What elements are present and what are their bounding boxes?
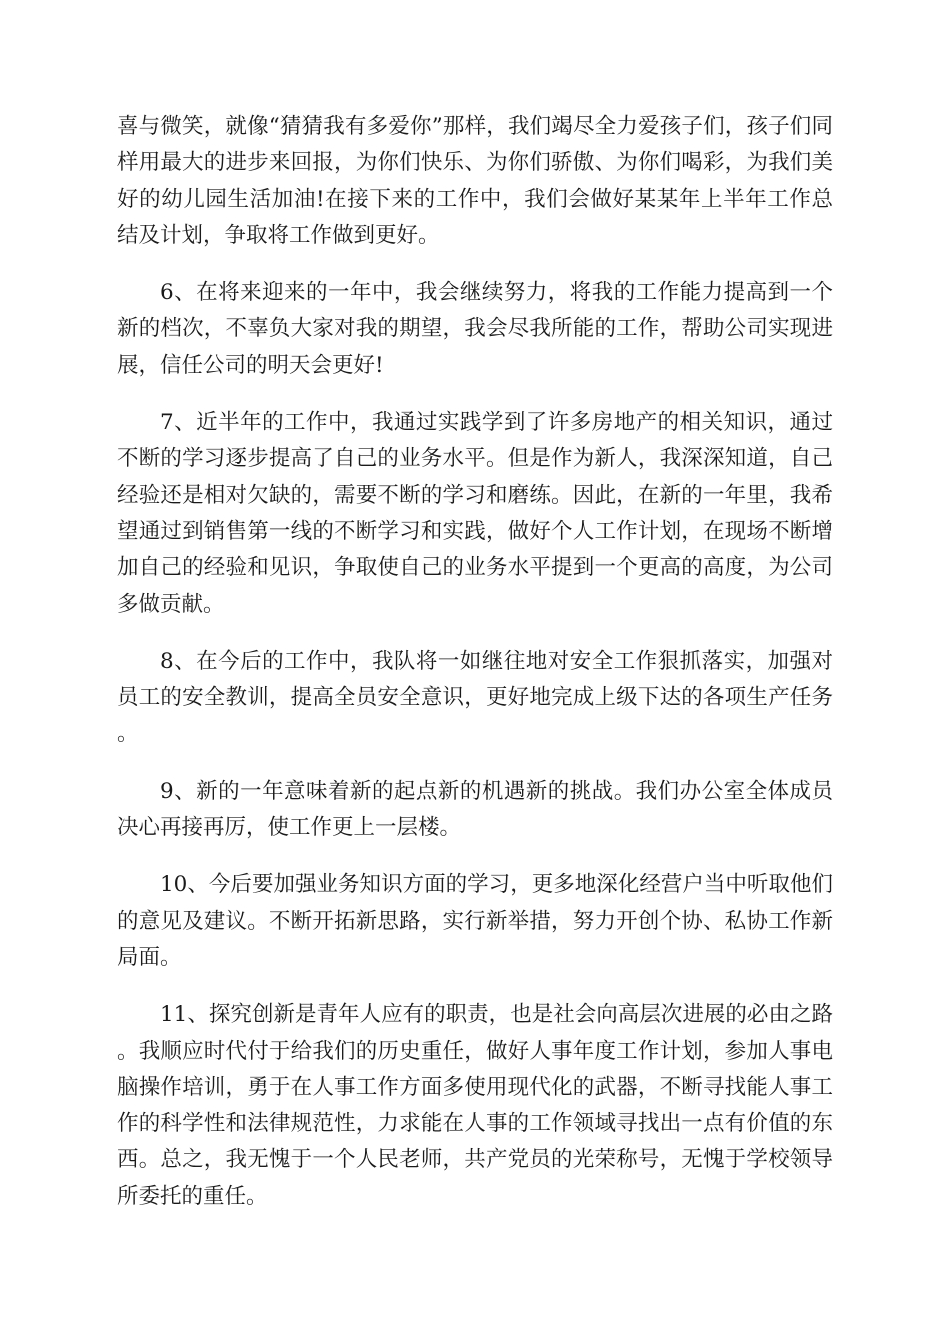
paragraph-item-6: 6、在将来迎来的一年中，我会继续努力，将我的工作能力提高到一个新的档次，不辜负大家对我的期望，我会尽我所能的工作，帮助公司实现进展，信任公司的明天会更好! bbox=[117, 280, 833, 378]
paragraph-item-10: 10、今后要加强业务知识方面的学习，更多地深化经营户当中听取他们的意见及建议。不断开拓新思路，实行新举措，努力开创个协、私协工作新局面。 bbox=[117, 872, 833, 970]
paragraph-item-7: 7、近半年的工作中，我通过实践学到了许多房地产的相关知识，通过不断的学习逐步提高了自己的业务水平。但是作为新人，我深深知道，自己经验还是相对欠缺的，需要不断的学习和磨练。因此，在新的一年里，我希望通过到销售第一线的不断学习和实践，做好个人工作计划，在现场不断增加自己的经验和见识，争取使自己的业务水平提到一个更高的高度，为公司多做贡献。 bbox=[117, 410, 833, 617]
paragraph-continued-intro: 喜与微笑，就像“猜猜我有多爱你”那样，我们竭尽全力爱孩子们，孩子们同样用最大的进步来回报，为你们快乐、为你们骄傲、为你们喝彩，为我们美好的幼儿园生活加油!在接下来的工作中，我们会做好某某年上半年工作总结及计划，争取将工作做到更好。 bbox=[117, 114, 833, 248]
document-body bbox=[117, 109, 833, 1236]
paragraph-item-11: 11、探究创新是青年人应有的职责，也是社会向高层次进展的必由之路。我顺应时代付于给我们的历史重任，做好人事年度工作计划，参加人事电脑操作培训，勇于在人事工作方面多使用现代化的武器，不断寻找能人事工作的科学性和法律规范性，力求能在人事的工作领域寻找出一点有价值的东西。总之，我无愧于一个人民老师，共产党员的光荣称号，无愧于学校领导所委托的重任。 bbox=[117, 1002, 833, 1209]
paragraph-item-8: 8、在今后的工作中，我队将一如继往地对安全工作狠抓落实，加强对员工的安全教训，提高全员安全意识，更好地完成上级下达的各项生产任务。 bbox=[117, 648, 833, 747]
paragraph-item-9: 9、新的一年意味着新的起点新的机遇新的挑战。我们办公室全体成员决心再接再厉，使工作更上一层楼。 bbox=[117, 778, 833, 841]
